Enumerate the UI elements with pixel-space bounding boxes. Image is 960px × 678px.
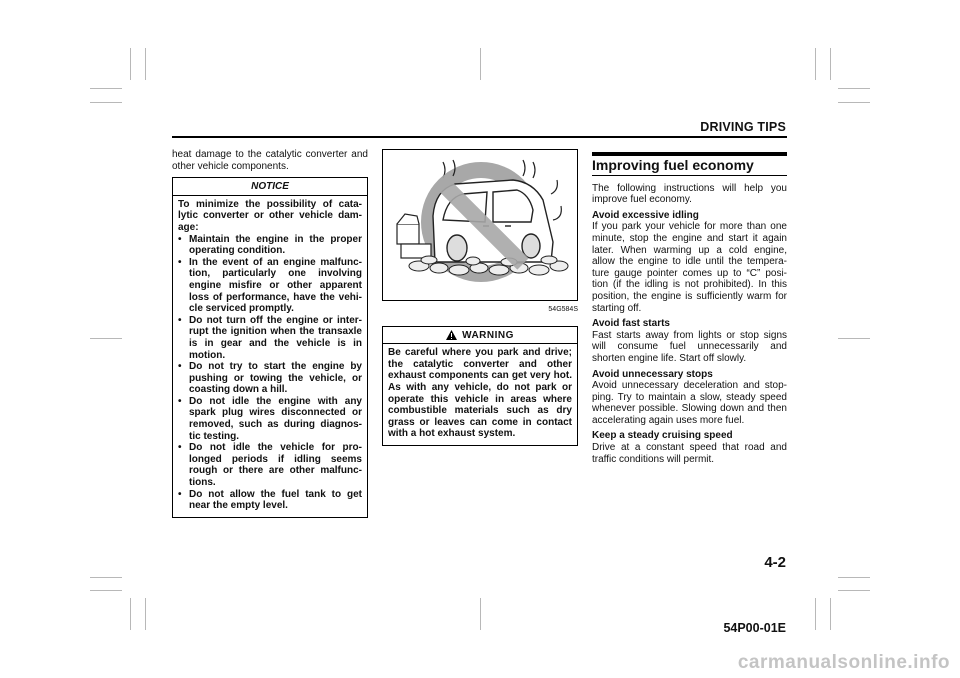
crop-mark: [838, 577, 870, 578]
crop-mark: [90, 88, 122, 89]
notice-item: • Maintain the engine in the proper operating condition.: [178, 233, 362, 257]
crop-mark: [815, 48, 816, 80]
crop-mark: [480, 598, 481, 630]
crop-mark: [145, 48, 146, 80]
notice-item: • Do not idle the vehicle for pro-longed periods if idling seems rough or there are other malfunc-tions.: [178, 442, 362, 489]
tip-title: Avoid excessive idling: [592, 209, 699, 221]
figure-code: 54G584S: [548, 306, 578, 313]
crop-mark: [145, 598, 146, 630]
column-right: [592, 149, 787, 465]
notice-item: • Do not try to start the engine by pushing or towing the vehicle, or coasting down a hill.: [178, 361, 362, 396]
header-title: DRIVING TIPS: [700, 120, 786, 134]
crop-mark: [830, 48, 831, 80]
crop-mark: [90, 590, 122, 591]
crop-mark: [838, 88, 870, 89]
crop-mark: [838, 102, 870, 103]
warning-title: WARNING: [462, 329, 514, 341]
crop-mark: [838, 338, 870, 339]
intro-text: heat damage to the catalytic converter and other vehicle components.: [172, 149, 368, 172]
crop-mark: [830, 598, 831, 630]
warning-triangle-icon: [446, 330, 457, 340]
column-left: [172, 149, 368, 518]
crop-mark: [90, 102, 122, 103]
tip-title: Keep a steady cruising speed: [592, 430, 733, 442]
tip-text: If you park your vehicle for more than one minute, stop the engine and start it again later. When warming up a cold engine, allow the engine to idle until the tempera-ture gauge pointer comes up to “C” posi-tion (if the idling is not prohibited). In this position, the engine is sufficiently warm for starting off.: [592, 221, 787, 314]
watermark: carmanualsonline.info: [737, 652, 950, 673]
crop-mark: [815, 598, 816, 630]
section-rule: [592, 175, 787, 176]
warning-box: [382, 326, 578, 446]
notice-body: [173, 196, 367, 517]
no-parking-on-grass-icon: [383, 150, 578, 300]
crop-mark: [838, 590, 870, 591]
notice-box: [172, 177, 368, 518]
tip-title: Avoid fast starts: [592, 318, 670, 330]
crop-mark: [90, 338, 122, 339]
notice-item: • Do not turn off the engine or inter-rupt the ignition when the transaxle is in gear and the vehicle is in motion.: [178, 314, 362, 361]
notice-item: • Do not allow the fuel tank to get near the empty level.: [178, 488, 362, 512]
column-middle: [382, 149, 578, 446]
crop-mark: [130, 48, 131, 80]
warning-header: [383, 327, 577, 345]
tip-text: Fast starts away from lights or stop signs will consume fuel unnecessarily and shorten engine life. Start off slowly.: [592, 329, 787, 364]
crop-mark: [480, 48, 481, 80]
notice-item: • Do not idle the engine with any spark plug wires disconnected or removed, such as during diagnos-tic testing.: [178, 395, 362, 442]
tip-title: Avoid unnecessary stops: [592, 368, 713, 380]
illustration-no-parking-on-grass: [382, 149, 578, 301]
warning-text: Be careful where you park and drive; the catalytic converter and other exhaust components can get very hot. As with any vehicle, do not park or operate this vehicle in areas where combustible materials such as dry grass or leaves can come in contact with a hot exhaust system.: [388, 347, 572, 440]
tip-text: Avoid unnecessary deceleration and stop-ping. Try to maintain a slow, steady speed whenever possible. Slowing down and then accelerating again uses more fuel.: [592, 380, 787, 426]
notice-lead: To minimize the possibility of cata-lytic converter or other vehicle dam-age:: [178, 198, 362, 233]
crop-mark: [130, 598, 131, 630]
notice-item: • In the event of an engine malfunc-tion, particularly one involving engine misfire or other apparent loss of performance, have the vehi-cle serviced promptly.: [178, 256, 362, 315]
warning-body: [383, 344, 577, 445]
notice-list: [178, 234, 362, 512]
notice-title: NOTICE: [173, 178, 367, 196]
page-number: 4-2: [764, 554, 786, 571]
header-rule: [172, 136, 787, 138]
section-title: Improving fuel economy: [592, 157, 754, 173]
crop-mark: [90, 577, 122, 578]
tip-text: Drive at a constant speed that road and traffic conditions will permit.: [592, 442, 787, 465]
document-code: 54P00-01E: [723, 621, 786, 635]
section-intro: The following instructions will help you improve fuel economy.: [592, 182, 787, 206]
